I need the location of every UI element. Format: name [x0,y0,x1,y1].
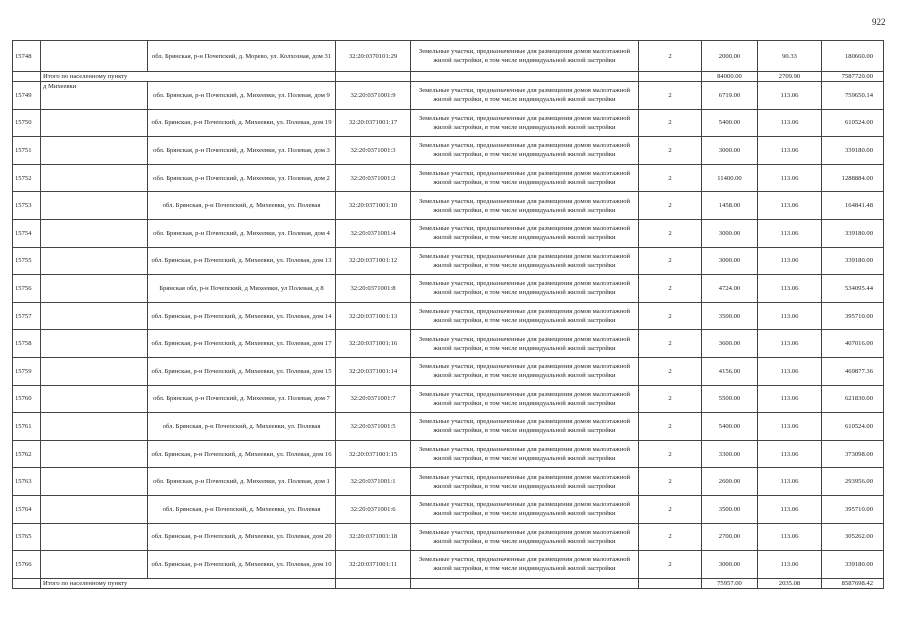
group-number: 2 [639,192,702,220]
rate-value: 113.06 [758,302,822,330]
cadastral-value: 339180.00 [822,137,884,165]
land-purpose: Земельные участки, предназначенные для размещения домов малоэтажной жилой застройки, в том числе индивидуальной жилой застройки [411,330,639,358]
land-purpose: Земельные участки, предназначенные для размещения домов малоэтажной жилой застройки, в том числе индивидуальной жилой застройки [411,302,639,330]
rate-value: 113.06 [758,468,822,496]
cadastral-number: 32:20:0371001:16 [336,330,411,358]
cadastral-value: 373098.00 [822,440,884,468]
table-row [13,440,884,468]
land-purpose: Земельные участки, предназначенные для размещения домов малоэтажной жилой застройки, в том числе индивидуальной жилой застройки [411,357,639,385]
row-number: 15754 [13,219,41,247]
cadastral-number: 32:20:0371001:7 [336,385,411,413]
rate-value: 113.06 [758,523,822,551]
group-number: 2 [639,302,702,330]
row-number: 15758 [13,330,41,358]
locality-cell [41,247,148,275]
row-number: 15750 [13,109,41,137]
cadastral-number: 32:20:0371001:6 [336,495,411,523]
address-cell: обл. Брянская, р-н Почепский, д. Михеевки, ул. Полевая [148,495,336,523]
cadastral-number: 32:20:0371001:12 [336,247,411,275]
area-value: 3500.00 [702,495,758,523]
cadastral-number: 32:20:0371001:5 [336,413,411,441]
table-row [13,495,884,523]
rate-value: 113.06 [758,82,822,110]
table-row [13,357,884,385]
cadastral-value: 621830.00 [822,385,884,413]
cadastral-number: 32:20:0371001:1 [336,468,411,496]
total-area: 84000.00 [702,72,758,82]
address-cell: обл. Брянская, р-н Почепский, д. Михеевки, ул. Полевая, дом 17 [148,330,336,358]
table-row [13,468,884,496]
area-value: 3000.00 [702,137,758,165]
table-row [13,413,884,441]
row-number: 15751 [13,137,41,165]
table-row [13,385,884,413]
land-purpose: Земельные участки, предназначенные для размещения домов малоэтажной жилой застройки, в том числе индивидуальной жилой застройки [411,385,639,413]
land-purpose: Земельные участки, предназначенные для размещения домов малоэтажной жилой застройки, в том числе индивидуальной жилой застройки [411,219,639,247]
table-row [13,302,884,330]
land-purpose: Земельные участки, предназначенные для размещения домов малоэтажной жилой застройки, в том числе индивидуальной жилой застройки [411,551,639,579]
rate-value: 113.06 [758,137,822,165]
address-cell: обл. Брянская, р-н Почепский, д. Михеевки, ул. Полевая, дом 4 [148,219,336,247]
area-value: 11400.00 [702,164,758,192]
row-number: 15761 [13,413,41,441]
land-purpose: Земельные участки, предназначенные для размещения домов малоэтажной жилой застройки, в том числе индивидуальной жилой застройки [411,440,639,468]
row-number: 15760 [13,385,41,413]
address-cell: обл. Брянская, р-н Почепский, д. Михеевки, ул. Полевая, дом 20 [148,523,336,551]
land-purpose: Земельные участки, предназначенные для размещения домов малоэтажной жилой застройки, в том числе индивидуальной жилой застройки [411,192,639,220]
area-value: 3300.00 [702,440,758,468]
address-cell: обл. Брянская, р-н Почепский, д. Михеевки, ул. Полевая, дом 19 [148,109,336,137]
row-number: 15753 [13,192,41,220]
land-purpose: Земельные участки, предназначенные для размещения домов малоэтажной жилой застройки, в том числе индивидуальной жилой застройки [411,82,639,110]
area-value: 3000.00 [702,247,758,275]
land-purpose: Земельные участки, предназначенные для размещения домов малоэтажной жилой застройки, в том числе индивидуальной жилой застройки [411,247,639,275]
group-number: 2 [639,275,702,303]
locality-cell [41,302,148,330]
land-purpose: Земельные участки, предназначенные для размещения домов малоэтажной жилой застройки, в том числе индивидуальной жилой застройки [411,468,639,496]
group-number: 2 [639,523,702,551]
total-row [13,578,884,588]
group-number: 2 [639,137,702,165]
area-value: 3000.00 [702,219,758,247]
address-cell: обл. Брянская, р-н Почепский, д. Михеевки, ул. Полевая, дом 7 [148,385,336,413]
group-number: 2 [639,551,702,579]
rate-value: 113.06 [758,275,822,303]
locality-cell [41,330,148,358]
locality-cell [41,523,148,551]
rate-value: 113.06 [758,109,822,137]
locality-cell [41,385,148,413]
rate-value: 113.06 [758,551,822,579]
area-value: 4724.00 [702,275,758,303]
area-value: 6719.00 [702,82,758,110]
table-row [13,275,884,303]
page-number: 922 [872,17,886,27]
table-row [13,164,884,192]
address-cell: обл. Брянская, р-н Почепский, д. Михеевки, ул. Полевая, дом 13 [148,247,336,275]
table-row [13,137,884,165]
row-number: 15749 [13,82,41,110]
group-number: 2 [639,109,702,137]
address-cell: обл. Брянская, р-н Почепский, д. Михеевки, ул. Полевая [148,192,336,220]
total-rate: 2035.08 [758,578,822,588]
area-value: 3500.00 [702,302,758,330]
row-number: 15757 [13,302,41,330]
area-value: 5500.00 [702,385,758,413]
area-value: 2600.00 [702,468,758,496]
address-cell: обл. Брянская, р-н Почепский, д. Михеевки, ул. Полевая, дом 10 [148,551,336,579]
locality-cell [41,495,148,523]
address-cell: обл. Брянская, р-н Почепский, д. Михеевки, ул. Полевая, дом 16 [148,440,336,468]
address-cell: обл. Брянская, р-н Почепский, д. Михеевки, ул. Полевая, дом 15 [148,357,336,385]
cadastral-value: 305262.00 [822,523,884,551]
rate-value: 113.06 [758,330,822,358]
group-number: 2 [639,357,702,385]
row-number: 15764 [13,495,41,523]
rate-value: 113.06 [758,385,822,413]
locality-cell [41,109,148,137]
land-purpose: Земельные участки, предназначенные для размещения домов малоэтажной жилой застройки, в том числе индивидуальной жилой застройки [411,495,639,523]
land-purpose: Земельные участки, предназначенные для размещения домов малоэтажной жилой застройки, в том числе индивидуальной жилой застройки [411,164,639,192]
table-row [13,523,884,551]
cadastral-number: 32:20:0371001:13 [336,302,411,330]
area-value: 3000.00 [702,551,758,579]
cadastral-number: 32:20:0371001:3 [336,137,411,165]
cadastral-value: 339180.00 [822,219,884,247]
locality-cell [41,468,148,496]
address-cell: обл. Брянская, р-н Почепский, д. Михеевки, ул. Полевая, дом 3 [148,137,336,165]
cadastral-value: 759650.14 [822,82,884,110]
address-cell: обл. Брянская, р-н Почепский, д. Михеевки, ул. Полевая, дом 14 [148,302,336,330]
total-rate: 2709.90 [758,72,822,82]
area-value: 2700.00 [702,523,758,551]
total-value: 8587698.42 [822,578,884,588]
cadastral-number: 32:20:0371001:15 [336,440,411,468]
rate-value: 113.06 [758,192,822,220]
row-number: 15752 [13,164,41,192]
group-number: 2 [639,219,702,247]
land-valuation-table [12,40,884,589]
table-row [13,192,884,220]
land-purpose: Земельные участки, предназначенные для размещения домов малоэтажной жилой застройки, в том числе индивидуальной жилой застройки [411,41,639,72]
cadastral-value: 1288884.00 [822,164,884,192]
table-row [13,41,884,72]
locality-cell [41,440,148,468]
cadastral-value: 339180.00 [822,551,884,579]
cadastral-value: 610524.00 [822,109,884,137]
cadastral-number: 32:20:0371001:10 [336,192,411,220]
rate-value: 113.06 [758,219,822,247]
total-label: Итого по населенному пункту [41,72,336,82]
group-number: 2 [639,413,702,441]
locality-cell: д Михеевки [41,82,148,110]
row-number: 15748 [13,41,41,72]
land-purpose: Земельные участки, предназначенные для размещения домов малоэтажной жилой застройки, в том числе индивидуальной жилой застройки [411,109,639,137]
locality-cell [41,219,148,247]
cadastral-value: 395710.00 [822,495,884,523]
cadastral-number: 32:20:0371001:8 [336,275,411,303]
area-value: 1458.00 [702,192,758,220]
area-value: 5400.00 [702,413,758,441]
cadastral-value: 395710.00 [822,302,884,330]
group-number: 2 [639,440,702,468]
land-purpose: Земельные участки, предназначенные для размещения домов малоэтажной жилой застройки, в том числе индивидуальной жилой застройки [411,275,639,303]
group-number: 2 [639,164,702,192]
row-number: 15765 [13,523,41,551]
row-number: 15763 [13,468,41,496]
locality-cell [41,551,148,579]
row-number: 15759 [13,357,41,385]
rate-value: 113.06 [758,495,822,523]
cadastral-value: 293956.00 [822,468,884,496]
row-number: 15762 [13,440,41,468]
table-row [13,82,884,110]
locality-cell [41,137,148,165]
rate-value: 113.06 [758,357,822,385]
table-row [13,109,884,137]
cadastral-value: 339180.00 [822,247,884,275]
total-value: 7587720.00 [822,72,884,82]
cadastral-number: 32:20:0371001:9 [336,82,411,110]
group-number: 2 [639,468,702,496]
group-number: 2 [639,41,702,72]
row-number: 15756 [13,275,41,303]
address-cell: обл. Брянская, р-н Почепский, д. Михеевки, ул. Полевая, дом 9 [148,82,336,110]
group-number: 2 [639,82,702,110]
cadastral-number: 32:20:0370101:29 [336,41,411,72]
cadastral-number: 32:20:0371001:14 [336,357,411,385]
locality-cell [41,275,148,303]
table-row [13,330,884,358]
cadastral-value: 610524.00 [822,413,884,441]
locality-cell [41,192,148,220]
table-row [13,551,884,579]
group-number: 2 [639,495,702,523]
group-number: 2 [639,330,702,358]
cadastral-number: 32:20:0371001:2 [336,164,411,192]
land-purpose: Земельные участки, предназначенные для размещения домов малоэтажной жилой застройки, в том числе индивидуальной жилой застройки [411,523,639,551]
cadastral-number: 32:20:0371001:11 [336,551,411,579]
group-number: 2 [639,247,702,275]
address-cell: Брянская обл, р-н Почепский, д Михеевки, ул Полевая, д 8 [148,275,336,303]
total-row [13,72,884,82]
land-purpose: Земельные участки, предназначенные для размещения домов малоэтажной жилой застройки, в том числе индивидуальной жилой застройки [411,413,639,441]
cadastral-value: 180660.00 [822,41,884,72]
group-number: 2 [639,385,702,413]
rate-value: 113.06 [758,413,822,441]
address-cell: обл. Брянская, р-н Почепский, д. Михеевки, ул. Полевая, дом 1 [148,468,336,496]
locality-cell [41,413,148,441]
address-cell: обл. Брянская, р-н Почепский, д. Михеевки, ул. Полевая [148,413,336,441]
area-value: 5400.00 [702,109,758,137]
address-cell: обл. Брянская, р-н Почепский, д. Морево, ул. Колхозная, дом 31 [148,41,336,72]
area-value: 2000.00 [702,41,758,72]
rate-value: 90.33 [758,41,822,72]
rate-value: 113.06 [758,164,822,192]
table-row [13,247,884,275]
row-number: 15755 [13,247,41,275]
address-cell: обл. Брянская, р-н Почепский, д. Михеевки, ул. Полевая, дом 2 [148,164,336,192]
table-row [13,219,884,247]
locality-cell [41,41,148,72]
area-value: 3600.00 [702,330,758,358]
row-number: 15766 [13,551,41,579]
cadastral-value: 164841.48 [822,192,884,220]
cadastral-number: 32:20:0371001:4 [336,219,411,247]
rate-value: 113.06 [758,440,822,468]
total-area: 75957.00 [702,578,758,588]
locality-cell [41,357,148,385]
cadastral-value: 469877.36 [822,357,884,385]
rate-value: 113.06 [758,247,822,275]
locality-cell [41,164,148,192]
cadastral-number: 32:20:0371001:18 [336,523,411,551]
total-label: Итого по населенному пункту [41,578,336,588]
land-purpose: Земельные участки, предназначенные для размещения домов малоэтажной жилой застройки, в том числе индивидуальной жилой застройки [411,137,639,165]
area-value: 4156.00 [702,357,758,385]
cadastral-value: 534095.44 [822,275,884,303]
cadastral-value: 407016.00 [822,330,884,358]
cadastral-number: 32:20:0371001:17 [336,109,411,137]
